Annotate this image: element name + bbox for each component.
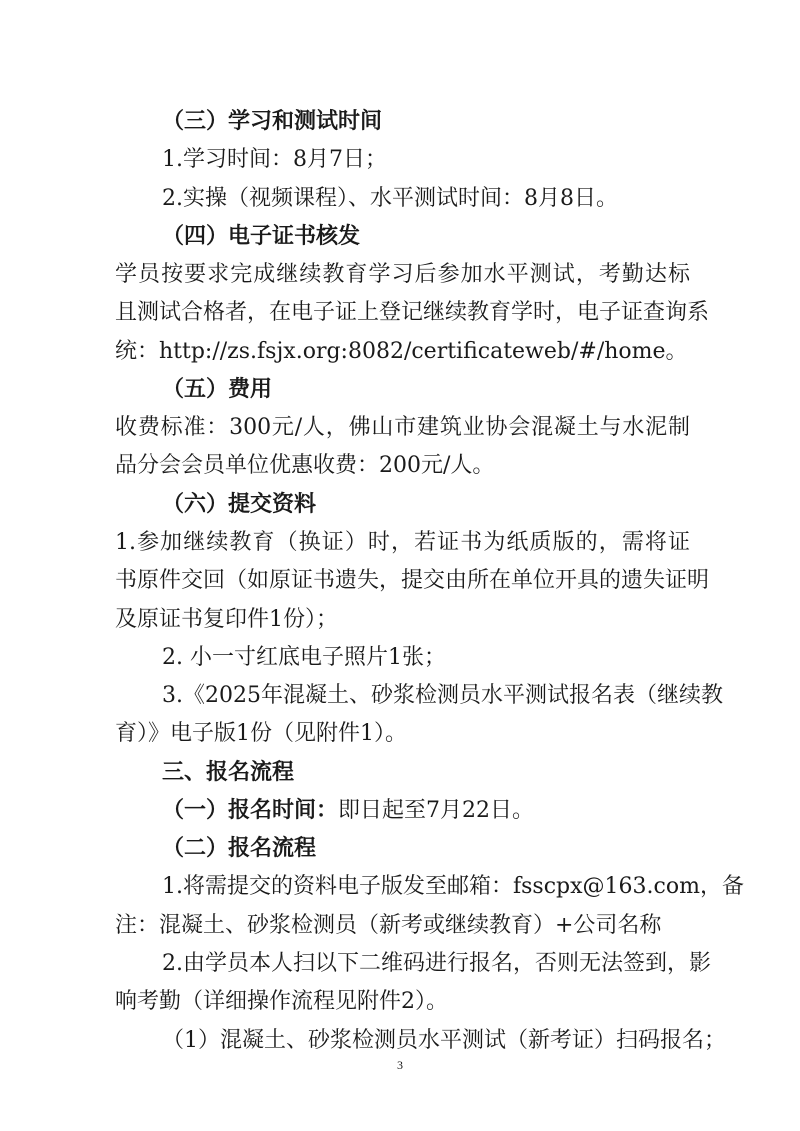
paragraph-line: 且测试合格者，在电子证上登记继续教育学时，电子证查询系 xyxy=(115,300,710,325)
paragraph-line: 育）》电子版1份（见附件1）。 xyxy=(115,721,407,746)
paragraph-line: 响考勤（详细操作流程见附件2）。 xyxy=(115,989,448,1014)
registration-time-value: 即日起至7月22日。 xyxy=(338,798,535,823)
paragraph-line: 学员按要求完成继续教育学习后参加水平测试，考勤达标 xyxy=(115,262,690,287)
sub-item-new-exam: （1）混凝土、砂浆检测员水平测试（新考证）扫码报名； xyxy=(162,1028,726,1053)
list-item-qrcode: 2.由学员本人扫以下二维码进行报名，否则无法签到，影 xyxy=(162,951,711,976)
paragraph-line: 书原件交回（如原证书遗失，提交由所在单位开具的遗失证明 xyxy=(115,568,710,593)
paragraph-line: 收费标准：300元/人，佛山市建筑业协会混凝土与水泥制 xyxy=(115,415,690,440)
registration-time-label: （一）报名时间： xyxy=(162,798,339,823)
paragraph-line: 品分会会员单位优惠收费：200元/人。 xyxy=(115,453,495,478)
paragraph-line: 1.参加继续教育（换证）时，若证书为纸质版的，需将证 xyxy=(115,530,690,555)
study-time-item: 1.学习时间：8月7日； xyxy=(162,147,387,172)
practice-test-time-item: 2.实操（视频课程）、水平测试时间：8月8日。 xyxy=(162,186,618,211)
section-heading-process: （二）报名流程 xyxy=(162,836,317,861)
page-number: 3 xyxy=(397,1058,403,1072)
section-heading-materials: （六）提交资料 xyxy=(162,492,317,517)
section-heading-study-time: （三）学习和测试时间 xyxy=(162,109,383,134)
paragraph-line: 注：混凝土、砂浆检测员（新考或继续教育）+公司名称 xyxy=(115,913,662,938)
paragraph-line: 及原证书复印件1份）； xyxy=(115,607,338,632)
certificate-query-url: 统：http://zs.fsjx.org:8082/certificateweb/#/home。 xyxy=(115,339,688,364)
list-item-form: 3.《2025年混凝土、砂浆检测员水平测试报名表（继续教 xyxy=(162,683,723,708)
registration-time xyxy=(162,796,800,826)
part-heading-registration: 三、报名流程 xyxy=(162,760,295,785)
list-item-photo: 2. 小一寸红底电子照片1张； xyxy=(162,645,446,670)
section-heading-certificate: （四）电子证书核发 xyxy=(162,224,361,249)
list-item-email: 1.将需提交的资料电子版发至邮箱：fsscpx@163.com，备 xyxy=(162,874,744,899)
section-heading-fees: （五）费用 xyxy=(162,377,273,402)
